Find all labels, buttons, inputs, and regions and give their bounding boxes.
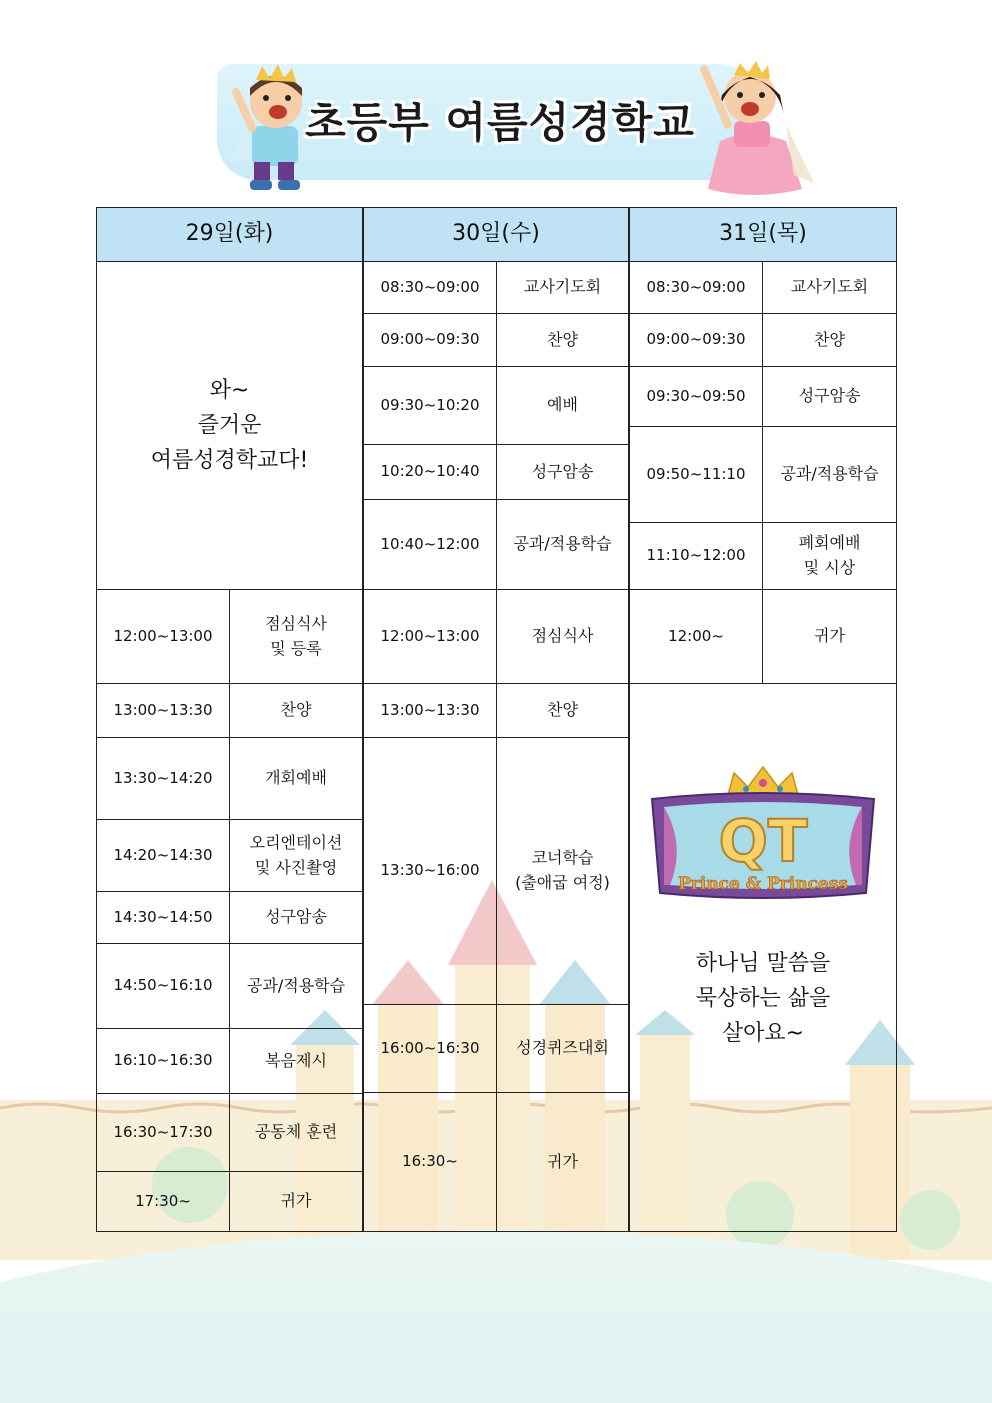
time-cell: 13:30~14:20 [97,738,230,820]
schedule-day3 [629,207,897,1232]
time-cell: 11:10~12:00 [630,523,763,590]
table-row [97,1029,363,1094]
activity-cell: 점심식사 [497,590,629,684]
time-cell: 10:40~12:00 [364,500,497,590]
time-cell: 16:30~17:30 [97,1094,230,1172]
activity-cell: 교사기도회 [497,262,629,314]
activity-cell: 공과/적용학습 [763,427,897,523]
table-row [630,427,897,523]
activity-cell: 찬양 [763,314,897,367]
table-row [97,892,363,944]
table-row [97,944,363,1029]
time-cell: 08:30~09:00 [630,262,763,314]
table-row [364,738,629,1005]
activity-cell: 성구암송 [763,367,897,427]
qt-prince-princess-logo [646,765,880,905]
time-cell: 12:00~ [630,590,763,684]
time-cell: 10:20~10:40 [364,445,497,500]
activity-cell: 복음제시 [230,1029,363,1094]
time-cell: 13:00~13:30 [364,684,497,738]
table-row [364,1005,629,1093]
time-cell: 08:30~09:00 [364,262,497,314]
table-row [364,590,629,684]
schedule-day1 [96,207,363,1232]
day3-header: 31일(목) [630,208,897,262]
table-row [364,262,629,314]
activity-cell: 찬양 [497,684,629,738]
day1-welcome-message: 와~ 즐거운 여름성경학교다! [97,262,363,590]
table-row [364,314,629,367]
table-row [97,1172,363,1232]
time-cell: 09:50~11:10 [630,427,763,523]
table-row [630,590,897,684]
time-cell: 14:20~14:30 [97,820,230,892]
time-cell: 12:00~13:00 [364,590,497,684]
table-row [364,684,629,738]
activity-cell: 예배 [497,367,629,445]
table-row [364,367,629,445]
time-cell: 09:30~09:50 [630,367,763,427]
activity-cell: 공과/적용학습 [230,944,363,1029]
time-cell: 16:00~16:30 [364,1005,497,1093]
time-cell: 14:30~14:50 [97,892,230,944]
time-cell: 16:10~16:30 [97,1029,230,1094]
table-row [630,314,897,367]
activity-cell: 귀가 [230,1172,363,1232]
table-row [364,1093,629,1232]
table-row [97,1094,363,1172]
table-row [364,445,629,500]
activity-cell: 성경퀴즈대회 [497,1005,629,1093]
time-cell: 13:00~13:30 [97,684,230,738]
activity-cell: 공동체 훈련 [230,1094,363,1172]
activity-cell: 귀가 [763,590,897,684]
activity-cell: 찬양 [230,684,363,738]
table-row [630,523,897,590]
time-cell: 12:00~13:00 [97,590,230,684]
table-row [630,262,897,314]
time-cell: 14:50~16:10 [97,944,230,1029]
logo-initials: QT [718,807,808,875]
page-title: 초등부 여름성경학교 [305,98,695,147]
day2-header: 30일(수) [364,208,629,262]
time-cell: 09:00~09:30 [364,314,497,367]
time-cell: 09:00~09:30 [630,314,763,367]
time-cell: 16:30~ [364,1093,497,1232]
time-cell: 09:30~10:20 [364,367,497,445]
activity-cell: 성구암송 [497,445,629,500]
table-row [630,367,897,427]
table-row [97,590,363,684]
activity-cell: 개회예배 [230,738,363,820]
activity-cell: 귀가 [497,1093,629,1232]
activity-cell: 찬양 [497,314,629,367]
activity-cell: 코너학습 (출애굽 여정) [497,738,629,1005]
closing-message: 하나님 말씀을 묵상하는 삶을 살아요~ [695,951,831,1047]
table-row [97,738,363,820]
activity-cell: 성구암송 [230,892,363,944]
table-row [97,820,363,892]
logo-tagline: Prince & Princess [678,874,848,894]
activity-cell: 점심식사 및 등록 [230,590,363,684]
table-row [97,684,363,738]
activity-cell: 폐회예배 및 시상 [763,523,897,590]
table-row [364,500,629,590]
activity-cell: 공과/적용학습 [497,500,629,590]
schedule-day2 [363,207,629,1232]
time-cell: 13:30~16:00 [364,738,497,1005]
activity-cell: 오리엔테이션 및 사진촬영 [230,820,363,892]
time-cell: 17:30~ [97,1172,230,1232]
activity-cell: 교사기도회 [763,262,897,314]
day1-header: 29일(화) [97,208,363,262]
